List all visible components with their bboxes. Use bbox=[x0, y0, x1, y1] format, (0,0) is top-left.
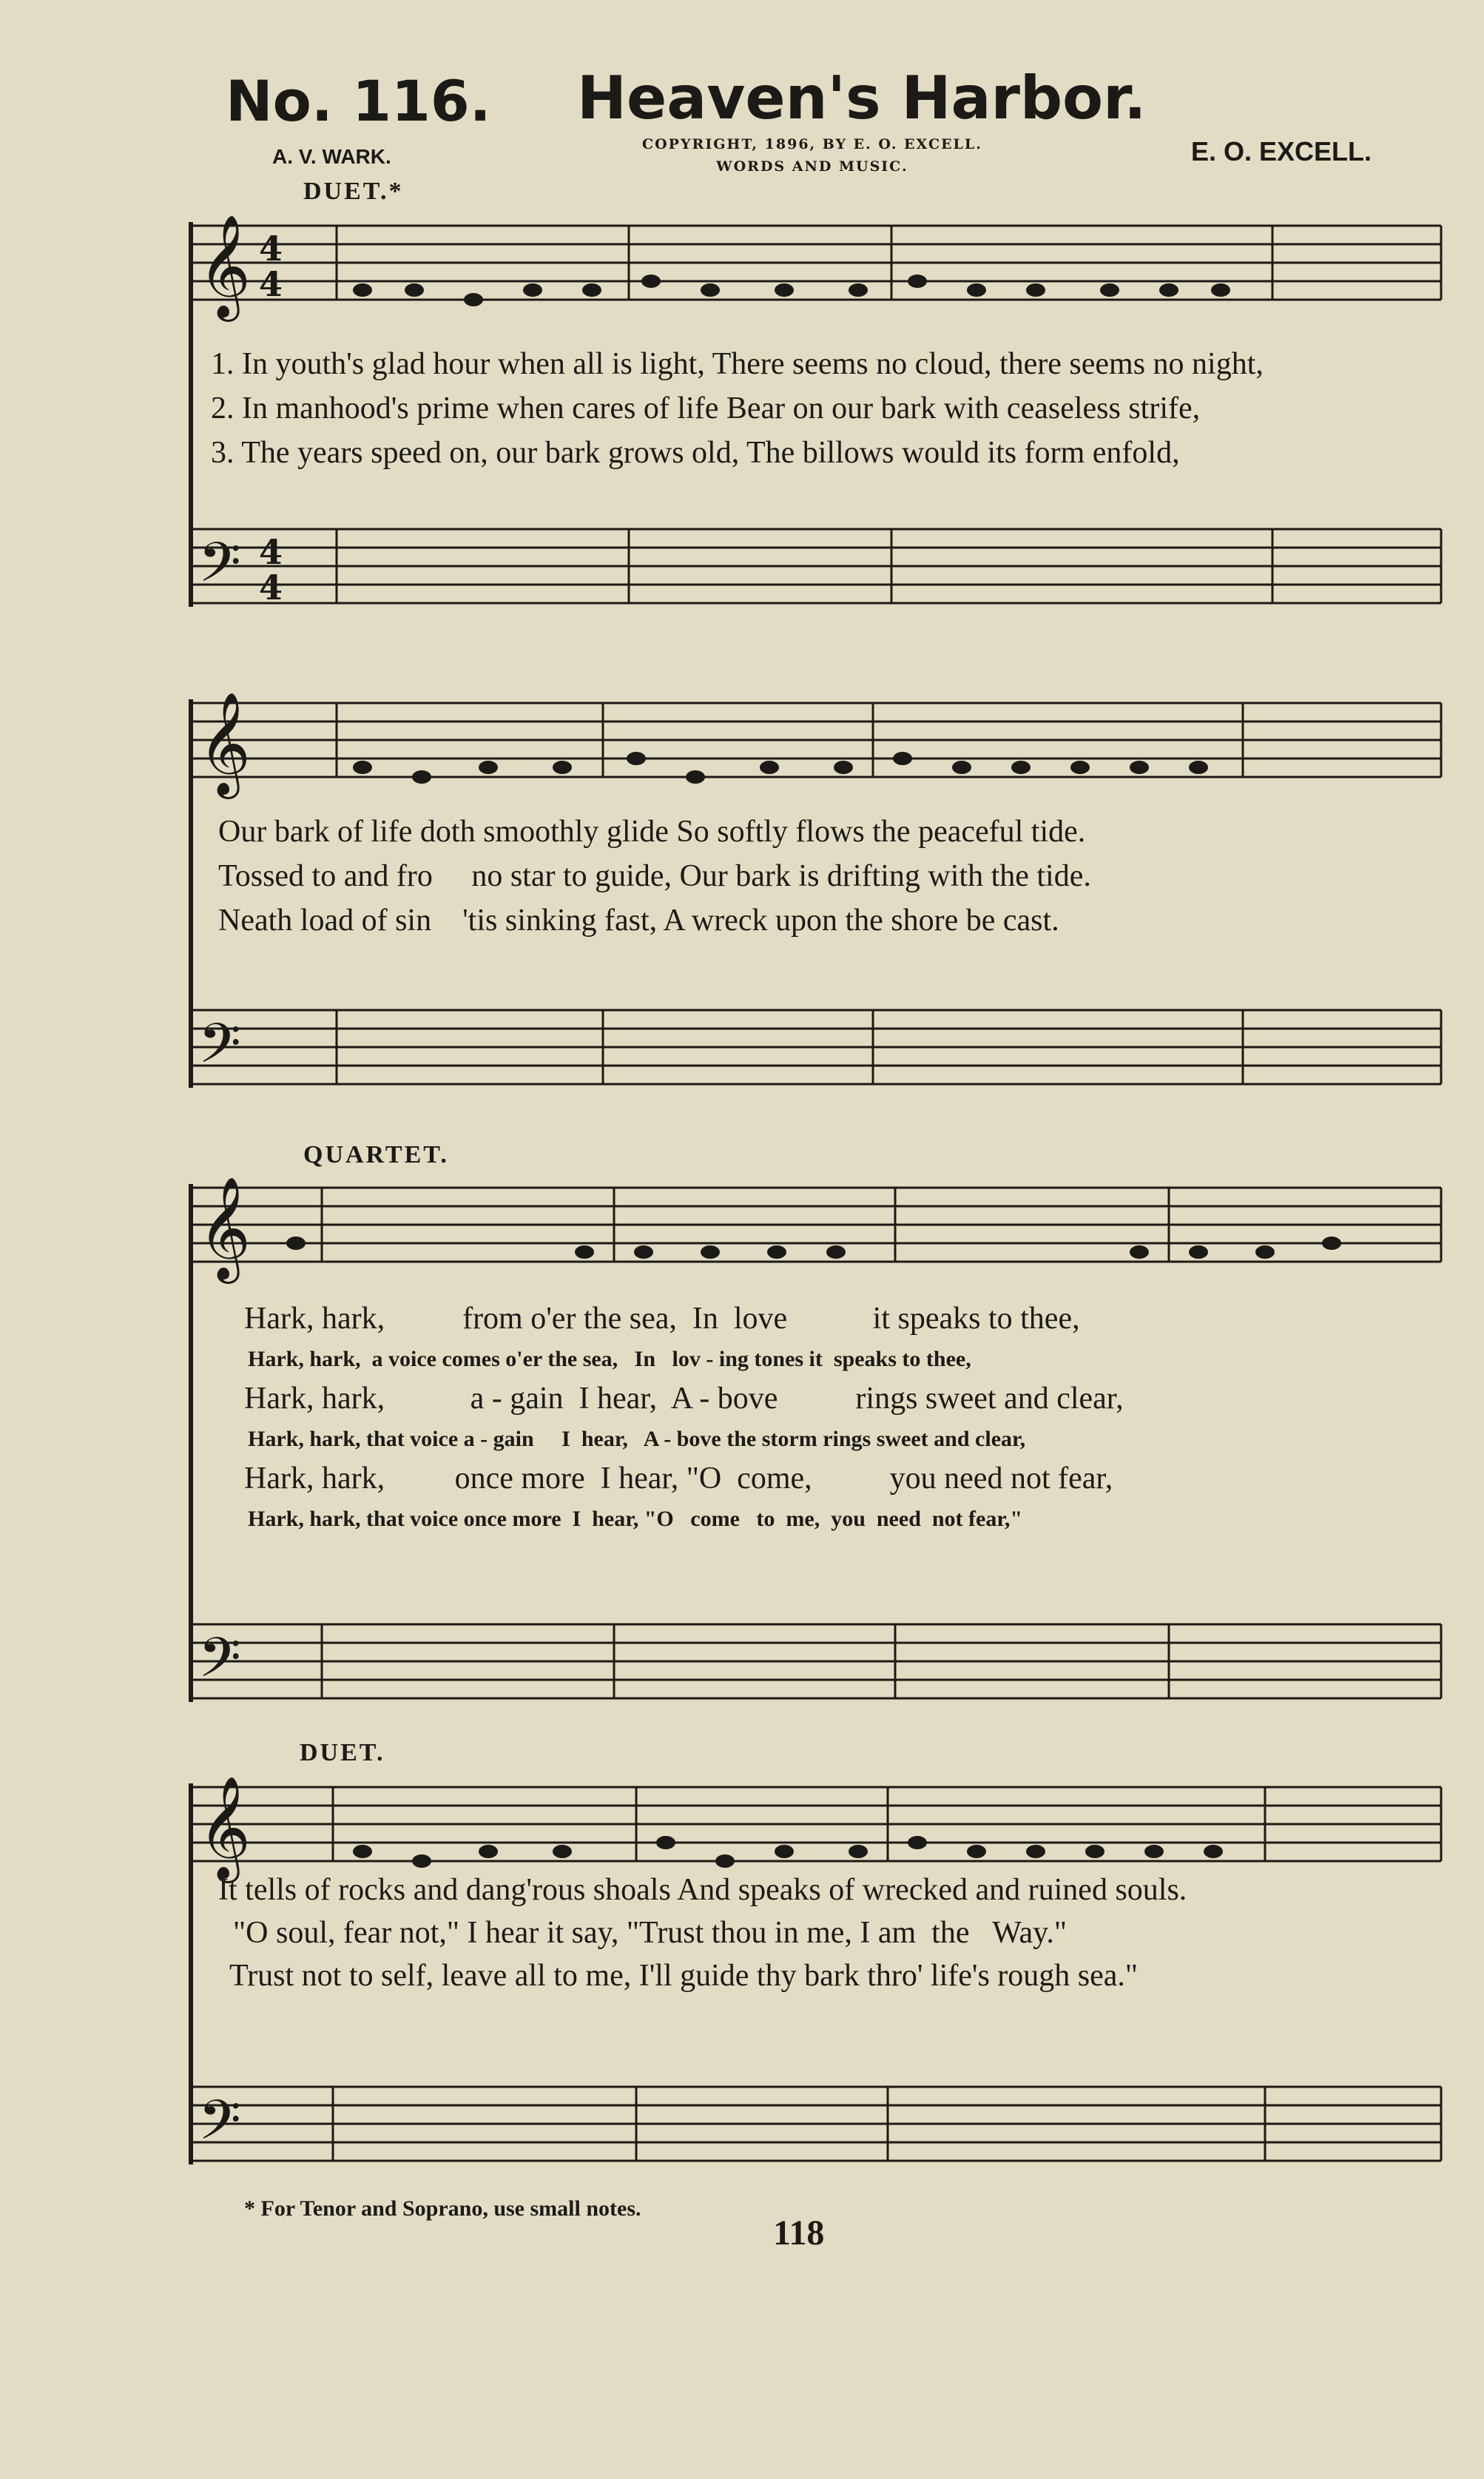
svg-text:4: 4 bbox=[259, 229, 283, 269]
duet2-line-2: "O soul, fear not," I hear it say, "Trust thou in me, I am the Way." bbox=[233, 1916, 1068, 1950]
svg-text:𝄢: 𝄢 bbox=[198, 2088, 241, 2166]
svg-text:4: 4 bbox=[259, 264, 283, 304]
chorus-2-echo: Hark, hark, that voice a - gain I hear, A - bove the storm rings sweet and clear, bbox=[248, 1427, 1026, 1451]
svg-text:4: 4 bbox=[259, 568, 283, 608]
chorus-1-main: Hark, hark, from o'er the sea, In love it speaks to thee, bbox=[244, 1302, 1080, 1336]
page-number: 118 bbox=[773, 2213, 825, 2253]
copyright-line2: WORDS AND MUSIC. bbox=[716, 158, 908, 175]
svg-text:𝄞: 𝄞 bbox=[198, 215, 251, 317]
duet2-line-1: It tells of rocks and dang'rous shoals And speaks of wrecked and ruined souls. bbox=[218, 1873, 1187, 1907]
verse-2-line-1: 2. In manhood's prime when cares of life Bear on our bark with ceaseless strife, bbox=[211, 391, 1201, 426]
lyricist-credit: A. V. WARK. bbox=[272, 145, 391, 168]
duet-label-2: DUET. bbox=[300, 1739, 385, 1766]
duet2-line-3: Trust not to self, leave all to me, I'll guide thy bark thro' life's rough sea." bbox=[229, 1959, 1139, 1993]
verse-3-line-1: 3. The years speed on, our bark grows old, The billows would its form enfold, bbox=[211, 436, 1180, 470]
copyright-line1: COPYRIGHT, 1896, BY E. O. EXCELL. bbox=[642, 136, 982, 152]
chorus-3-echo: Hark, hark, that voice once more I hear, "O come to me, you need not fear," bbox=[248, 1507, 1023, 1531]
verse-2-line-2: Tossed to and fro no star to guide, Our bark is drifting with the tide. bbox=[218, 859, 1091, 893]
svg-text:𝄞: 𝄞 bbox=[198, 1776, 251, 1879]
hymn-title: Heaven's Harbor. bbox=[577, 64, 1147, 132]
verse-1-line-2: Our bark of life doth smoothly glide So softly flows the peaceful tide. bbox=[218, 815, 1086, 849]
duet-label-1: DUET.* bbox=[303, 178, 404, 205]
svg-text:𝄢: 𝄢 bbox=[198, 531, 241, 608]
svg-text:𝄢: 𝄢 bbox=[198, 1626, 241, 1703]
svg-text:4: 4 bbox=[259, 532, 283, 572]
composer-credit: E. O. EXCELL. bbox=[1191, 136, 1372, 166]
svg-text:𝄢: 𝄢 bbox=[198, 1012, 241, 1089]
verse-3-line-2: Neath load of sin 'tis sinking fast, A wreck upon the shore be cast. bbox=[218, 904, 1059, 938]
verse-1-line-1: 1. In youth's glad hour when all is light, There seems no cloud, there seems no night, bbox=[211, 347, 1264, 381]
footnote: * For Tenor and Soprano, use small notes. bbox=[244, 2196, 641, 2221]
chorus-2-main: Hark, hark, a - gain I hear, A - bove rings sweet and clear, bbox=[244, 1382, 1124, 1416]
svg-text:𝄞: 𝄞 bbox=[198, 1177, 251, 1279]
chorus-1-echo: Hark, hark, a voice comes o'er the sea, In lov - ing tones it speaks to thee, bbox=[248, 1347, 971, 1371]
hymn-number: No. 116. bbox=[226, 68, 491, 134]
svg-text:𝄞: 𝄞 bbox=[198, 692, 251, 795]
quartet-label: QUARTET. bbox=[303, 1141, 449, 1168]
chorus-3-main: Hark, hark, once more I hear, "O come, you need not fear, bbox=[244, 1462, 1113, 1496]
